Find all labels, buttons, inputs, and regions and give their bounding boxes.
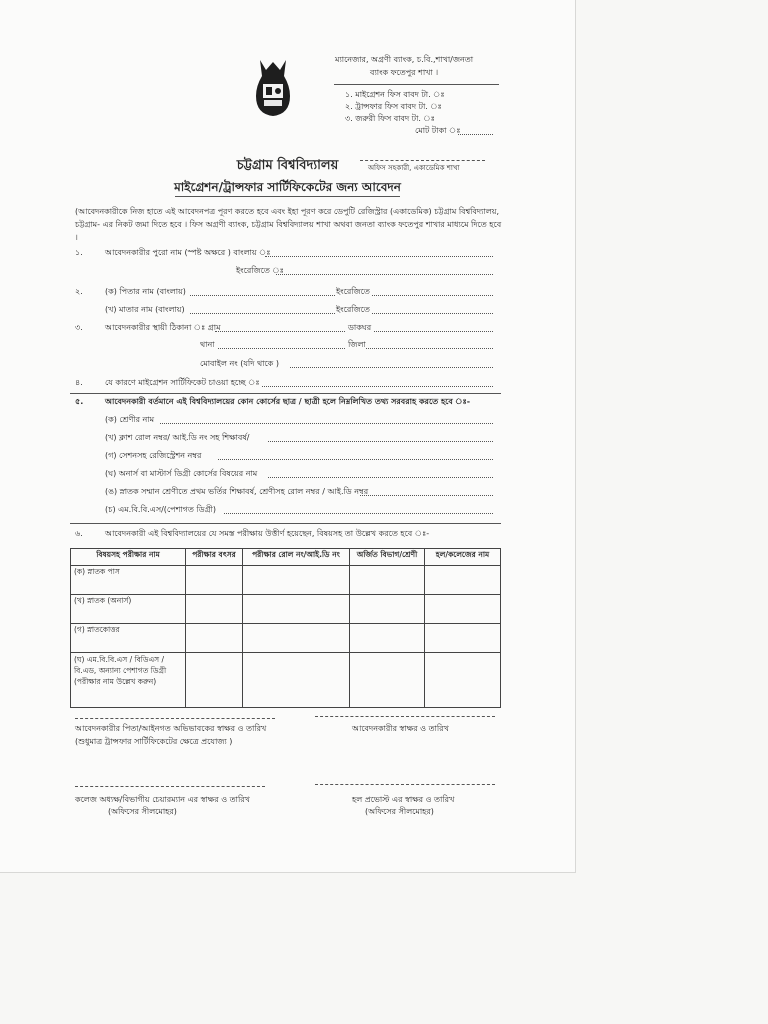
table-row — [71, 595, 501, 624]
fees-to-line1: ম্যানেজার, অগ্রণী ব্যাংক, চ.বি.,শাখা/জনতা — [335, 55, 474, 64]
registration-field[interactable] — [218, 459, 493, 460]
provost-signature-line[interactable] — [315, 784, 495, 785]
guardian-signature-line[interactable] — [75, 718, 275, 719]
fee-item-urgent: ৩. জরুরী ফিস বাবদ টা. ঃ — [345, 114, 435, 123]
fee-total: মোট টাকা ঃ — [415, 126, 461, 135]
village-field[interactable] — [215, 331, 345, 332]
table-header-row — [71, 549, 501, 566]
table-cell[interactable] — [243, 595, 350, 624]
q6-label: আবেদনকারী এই বিশ্ববিদ্যালয়ের যে সমস্ত পরীক্ষায় উত্তীর্ণ হয়েছেন, বিষয়সহ তা উল্লেখ করতে হবে ঃ- — [105, 529, 430, 538]
table-cell[interactable] — [186, 653, 243, 708]
q5-item-roll: (খ) ক্লাশ রোল নম্বর/ আই.ডি নং সহ শিক্ষাবর্ষ/ — [105, 433, 250, 442]
row-label: (গ) স্নাতকোত্তর — [71, 624, 186, 653]
q5-item-class: (ক) শ্রেণীর নাম — [105, 415, 155, 424]
row-label: (ঘ) এম.বি.বি.এস / বিডিএস / বি.এড, অন্যান্য পেশাগত ডিগ্রী (পরীক্ষার নাম উল্লেখ করুন) — [71, 653, 186, 708]
col-division: অর্জিত বিভাগ/শ্রেণী — [350, 549, 425, 566]
q4-label: যে কারণে মাইগ্রেশন সার্টিফিকেট চাওয়া হচ্ছে ঃ — [105, 378, 260, 387]
table-cell[interactable] — [243, 653, 350, 708]
fee-item-transfer: ২. ট্রান্সফার ফিস বাবদ টা. ঃ — [345, 102, 442, 111]
guardian-signature-note: (শুধুমাত্র ট্রান্সফার সার্টিফিকেটের ক্ষেত্রে প্রযোজ্য ) — [75, 737, 233, 746]
class-roll-field[interactable] — [268, 441, 493, 442]
q3-number: ৩. — [75, 323, 83, 332]
guardian-signature-label: আবেদনকারীর পিতা/আইনগত অভিভাবকের স্বাক্ষর ও তারিখ — [75, 724, 267, 733]
provost-signature-label: হল প্রভোস্ট এর স্বাক্ষর ও তারিখ — [352, 795, 455, 804]
table-cell[interactable] — [243, 624, 350, 653]
q5-number: ৫. — [75, 397, 84, 406]
col-roll-id: পরীক্ষার রোল নং/আই.ডি নং — [243, 549, 350, 566]
table-cell[interactable] — [425, 653, 501, 708]
col-exam-name: বিষয়সহ পরীক্ষার নাম — [71, 549, 186, 566]
migration-reason-field[interactable] — [262, 386, 493, 387]
thana-label: থানা — [200, 340, 215, 349]
q1-label: আবেদনকারীর পুরো নাম (স্পষ্ট অক্ষরে ) বাংলায় ঃ — [105, 248, 271, 257]
principal-seal-label: (অফিসের সীলমোহর) — [108, 807, 177, 816]
mother-name-english-label: ইংরেজিতে — [336, 305, 370, 314]
post-office-field[interactable] — [374, 331, 493, 332]
row-label: (খ) স্নাতক (অনার্স) — [71, 595, 186, 624]
mobile-label: মোবাইল নং (যদি থাকে ) — [200, 359, 279, 368]
post-office-label: ডাকঘর — [348, 323, 372, 332]
university-title: চট্টগ্রাম বিশ্ববিদ্যালয় — [236, 158, 339, 173]
table-row — [71, 566, 501, 595]
q1-number: ১. — [75, 248, 83, 257]
table-cell[interactable] — [425, 624, 501, 653]
applicant-signature-label: আবেদনকারীর স্বাক্ষর ও তারিখ — [352, 724, 449, 733]
address-label: আবেদনকারীর স্থায়ী ঠিকানা ঃ গ্রাম — [105, 323, 221, 332]
father-name-english-label: ইংরেজিতে — [336, 287, 370, 296]
professional-degree-field[interactable] — [224, 513, 493, 514]
col-exam-year: পরীক্ষার বৎসর — [186, 549, 243, 566]
father-name-label: (ক) পিতার নাম (বাংলায়) — [105, 287, 186, 296]
table-cell[interactable] — [186, 566, 243, 595]
table-cell[interactable] — [186, 624, 243, 653]
q6-number: ৬. — [75, 529, 83, 538]
q4-number: ৪. — [75, 378, 83, 387]
mother-name-english-field[interactable] — [372, 313, 493, 314]
full-name-bangla-field[interactable] — [265, 256, 493, 257]
first-admission-field[interactable] — [360, 495, 493, 496]
table-cell[interactable] — [350, 595, 425, 624]
district-label: জিলা — [348, 340, 366, 349]
table-cell[interactable] — [186, 595, 243, 624]
university-logo — [252, 56, 294, 118]
q5-item-subject: (ঘ) অনার্স বা মাস্টার্স ডিগ্রী কোর্সের বিষয়ের নাম — [105, 469, 258, 478]
principal-signature-line[interactable] — [75, 786, 265, 787]
q1-english-label: ইংরেজিতে ঃ — [236, 266, 284, 275]
q5-item-mbbs: (চ) এম.বি.বি.এস/(পেশাগত ডিগ্রী) — [105, 505, 217, 514]
table-cell[interactable] — [350, 566, 425, 595]
district-field[interactable] — [366, 348, 493, 349]
q5-item-first-admission: (ঙ) স্নাতক সম্মান শ্রেণীতে প্রথম ভর্তির শিক্ষাবর্ষ, শ্রেণীসহ রোল নম্বর / আই.ডি নম্বর — [105, 487, 369, 496]
passed-exams-table — [70, 548, 501, 708]
table-cell[interactable] — [350, 624, 425, 653]
col-hall-college: হল/কলেজের নাম — [425, 549, 501, 566]
mother-name-label: (খ) মাতার নাম (বাংলায়) — [105, 305, 185, 314]
principal-signature-label: কলেজ অধ্যক্ষ/বিভাগীয় চেয়ারম্যান এর স্বাক্ষর ও তারিখ — [75, 795, 250, 804]
q2-number: ২. — [75, 287, 83, 296]
office-assistant-label: অফিস সহকারী, একাডেমিক শাখা — [368, 164, 460, 172]
mother-name-bangla-field[interactable] — [190, 313, 335, 314]
table-cell[interactable] — [425, 566, 501, 595]
applicant-signature-line[interactable] — [315, 716, 495, 717]
instructions-paragraph: (আবেদনকারীকে নিজ হাতে এই আবেদনপত্র পূরণ করতে হবে এবং ইহা পূরণ করে ডেপুটি রেজিস্ট্রার (একাডেমিক) চট্টগ্রাম বিশ্ববিদ্যালয়, চট্টগ্রাম- এর নিকট জমা দিতে হবে । ফিস অগ্রণী ব্যাংক, চট্টগ্রাম বিশ্ববিদ্যালয় শাখা অথবা জনতা ব্যাংক ফতেপুর শাখার মাধ্যমে দিতে হবে । — [75, 207, 502, 242]
q5-label: আবেদনকারী বর্তমানে এই বিশ্ববিদ্যালয়ের কোন কোর্সের ছাত্র / ছাত্রী হলে নিম্নলিখিত তথ্য সরবরাহ করতে হবে ঃ- — [105, 397, 471, 406]
provost-seal-label: (অফিসের সীলমোহর) — [365, 807, 434, 816]
fees-to-line2: ব্যাংক ফতেপুর শাখা । — [370, 68, 439, 77]
full-name-english-field[interactable] — [276, 274, 493, 275]
q5-item-registration: (গ) সেশনসহ রেজিস্ট্রেশন নম্বর — [105, 451, 202, 460]
table-cell[interactable] — [243, 566, 350, 595]
mobile-field[interactable] — [290, 367, 493, 368]
table-row — [71, 653, 501, 708]
row-label: (ক) স্নাতক পাস — [71, 566, 186, 595]
father-name-english-field[interactable] — [372, 295, 493, 296]
table-row — [71, 624, 501, 653]
course-subject-field[interactable] — [268, 477, 493, 478]
table-cell[interactable] — [350, 653, 425, 708]
thana-field[interactable] — [218, 348, 345, 349]
table-cell[interactable] — [425, 595, 501, 624]
form-subtitle: মাইগ্রেশন/ট্রান্সফার সার্টিফিকেটের জন্য আবেদন — [174, 180, 401, 194]
fee-item-migration: ১. মাইগ্রেশন ফিস বাবদ টা. ঃ — [345, 90, 445, 99]
father-name-bangla-field[interactable] — [190, 295, 335, 296]
class-name-field[interactable] — [160, 423, 493, 424]
